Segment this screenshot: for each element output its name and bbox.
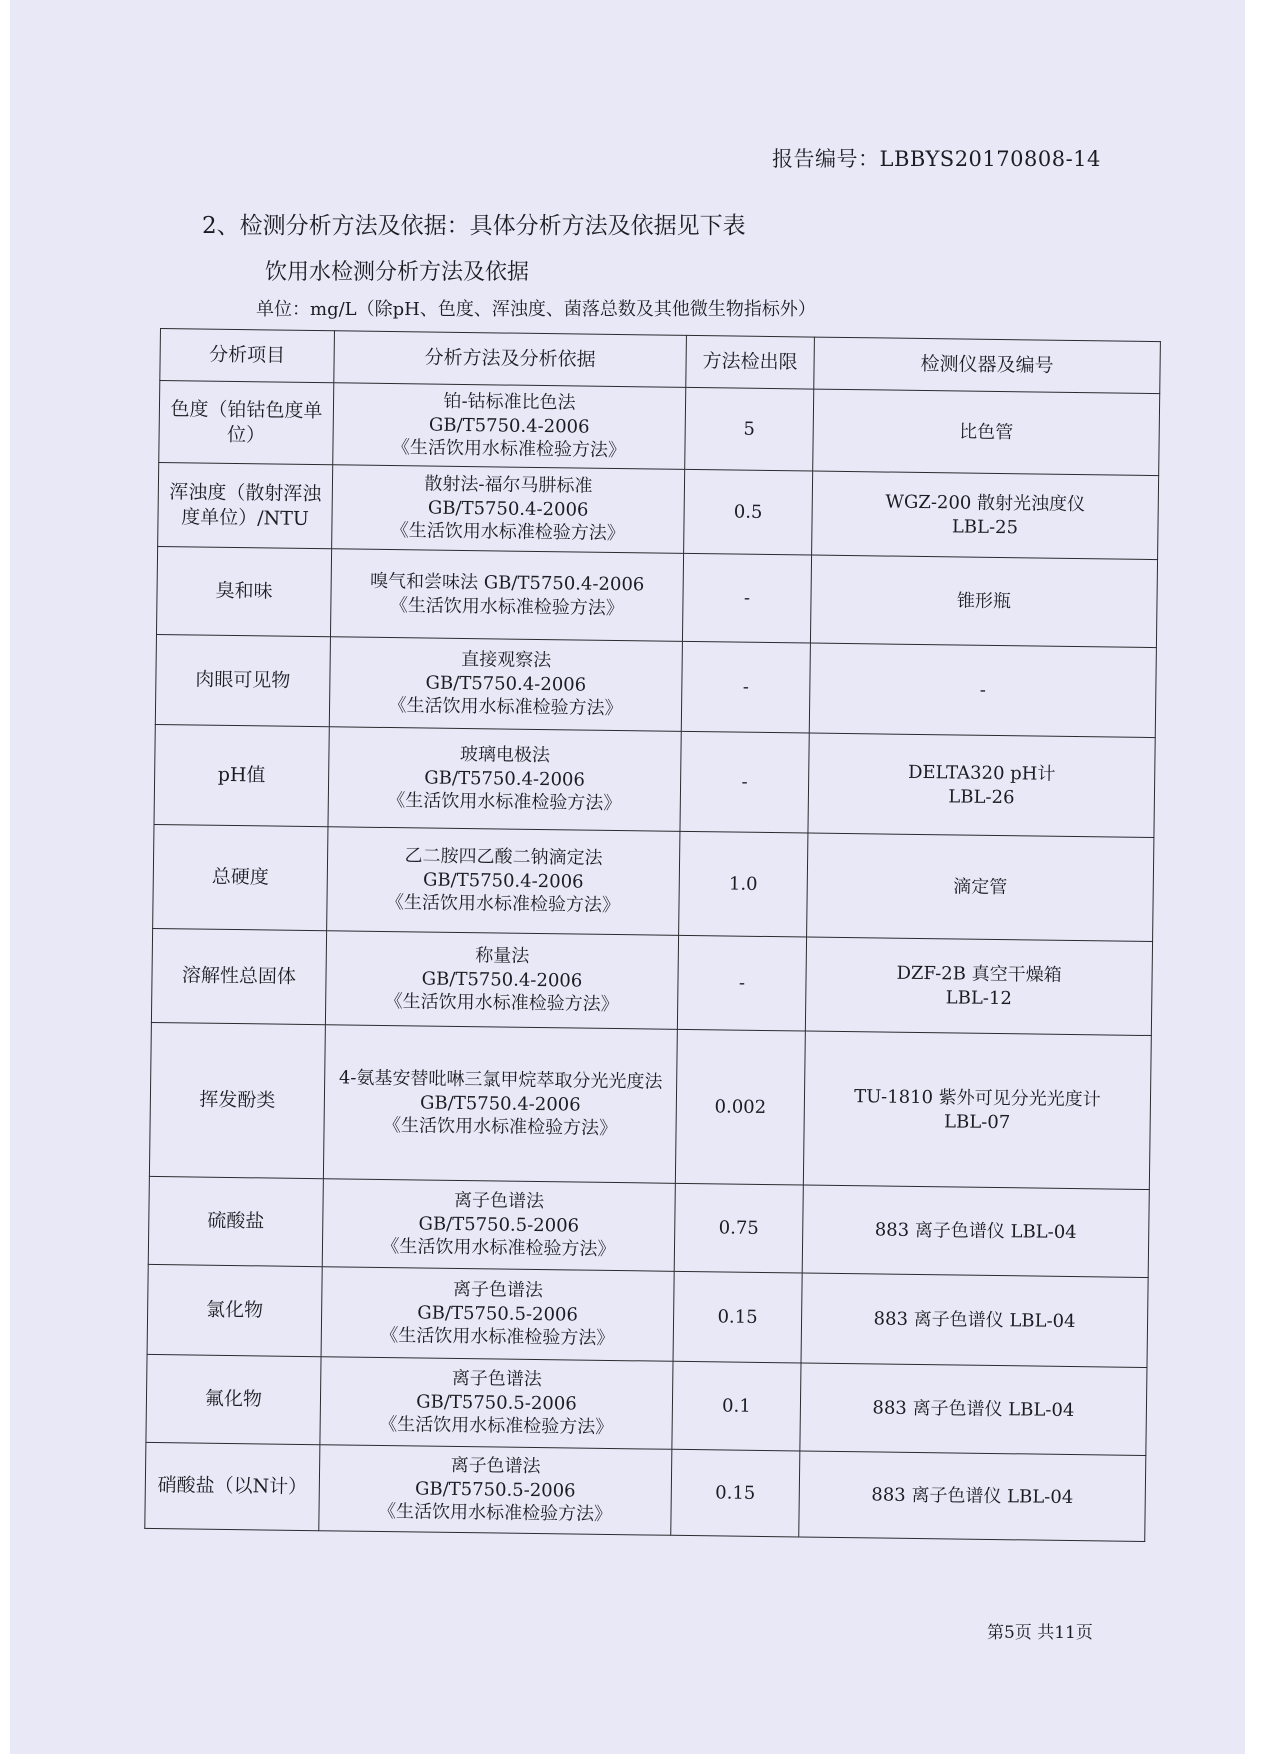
cell-limit: 0.75 [674,1183,803,1273]
instrument-line: 锥形瓶 [956,590,1012,612]
cell-item: 色度（铂钴色度单位） [159,381,334,465]
cell-limit: - [680,731,809,833]
instrument-line: 883 离子色谱仪 LBL-04 [874,1219,1077,1243]
cell-method [328,727,681,832]
method-line: GB/T5750.4-2006 [421,968,583,992]
method-line: GB/T5750.4-2006 [424,767,586,791]
method-line: 玻璃电极法 [459,744,551,767]
cell-limit: 0.5 [684,469,813,555]
cell-method [320,1357,673,1450]
table-title: 饮用水检测分析方法及依据 [265,260,530,285]
cell-item: pH值 [154,724,329,826]
method-line: 《生活饮用水标准检验方法》 [388,695,623,720]
cell-item: 总硬度 [153,824,328,930]
instrument-line: LBL-25 [951,515,1019,538]
method-line: GB/T5750.5-2006 [414,1478,576,1502]
cell-limit: 0.1 [672,1361,801,1451]
cell-item: 氯化物 [147,1264,322,1356]
cell-instrument [808,733,1155,838]
method-line: GB/T5750.5-2006 [416,1391,577,1415]
cell-method [329,637,682,732]
cell-instrument [812,471,1159,560]
method-line: GB/T5750.4-2006 [419,1092,581,1116]
header-method: 分析方法及分析依据 [334,331,687,388]
methods-table [144,328,1161,1542]
cell-item: 挥发酚类 [149,1022,325,1178]
cell-method [319,1445,672,1536]
table-row [151,928,1152,1035]
method-line: 《生活饮用水标准检验方法》 [390,520,625,545]
cell-item: 溶解性总固体 [151,928,326,1024]
header-instrument: 检测仪器及编号 [814,337,1161,394]
method-line: GB/T5750.4-2006 [422,869,584,893]
method-line: GB/T5750.4-2006 [428,414,590,438]
method-line: 离子色谱法 [450,1455,541,1478]
table-row [155,634,1156,737]
instrument-line: 883 离子色谱仪 LBL-04 [872,1397,1075,1421]
cell-item: 浑浊度（散射浑浊度单位）/NTU [158,462,333,548]
instrument-line: - [979,679,987,701]
cell-limit: 1.0 [679,831,808,937]
method-line: GB/T5750.5-2006 [418,1213,580,1237]
table-row [154,724,1155,837]
method-line: 《生活饮用水标准检验方法》 [382,1115,618,1140]
cell-method [330,549,683,642]
cell-instrument [813,389,1160,476]
instrument-line: LBL-07 [943,1110,1011,1133]
cell-limit: - [682,553,811,643]
method-line: GB/T5750.4-2006 [425,672,587,696]
cell-instrument [809,643,1156,738]
method-line: 散射法-福尔马肼标准 [424,473,593,498]
instrument-line: LBL-12 [945,986,1013,1009]
cell-method [325,931,678,1030]
unit-note: 单位：mg/L（除pH、色度、浑浊度、菌落总数及其他微生物指标外） [256,299,816,320]
method-line: 离子色谱法 [453,1190,545,1213]
report-number: 报告编号：LBBYS20170808-14 [772,147,1101,171]
instrument-line: TU-1810 紫外可见分光光度计 [854,1086,1101,1111]
cell-limit: 0.15 [671,1449,800,1537]
page-number: 第5页 共11页 [987,1623,1093,1643]
method-line: GB/T5750.4-2006 [427,497,589,521]
cell-method [332,465,685,554]
instrument-line: 比色管 [959,421,1014,443]
cell-item: 硫酸盐 [148,1176,323,1266]
cell-item: 肉眼可见物 [155,634,330,726]
method-line: 《生活饮用水标准检验方法》 [385,892,621,917]
method-line: 直接观察法 [461,649,552,672]
table-row [148,1176,1149,1277]
cell-instrument [807,833,1154,942]
method-line: 《生活饮用水标准检验方法》 [387,790,622,815]
table-row [159,381,1160,476]
table-row [158,462,1159,559]
instrument-line: 883 离子色谱仪 LBL-04 [873,1308,1076,1332]
method-line: 《生活饮用水标准检验方法》 [377,1501,613,1526]
cell-instrument [805,937,1152,1036]
method-line: 称量法 [475,945,530,968]
cell-method [327,827,680,936]
cell-instrument [799,1451,1146,1542]
method-line: 嗅气和尝味法 GB/T5750.4-2006 [369,570,645,596]
table-row [145,1442,1146,1541]
cell-method [322,1179,675,1272]
method-line: 4-氨基安替吡啉三氯甲烷萃取分光光度法 [338,1067,663,1094]
instrument-line: DELTA320 pH计 [907,761,1056,785]
table-row [156,546,1157,647]
cell-item: 硝酸盐（以N计） [145,1442,320,1530]
cell-limit: 0.002 [675,1029,805,1185]
cell-method [333,383,686,470]
instrument-line: 883 离子色谱仪 LBL-04 [871,1484,1074,1508]
method-line: 《生活饮用水标准检验方法》 [379,1414,614,1439]
cell-instrument [800,1363,1147,1456]
cell-instrument [810,555,1157,648]
method-line: 《生活饮用水标准检验方法》 [380,1325,615,1350]
method-line: 《生活饮用水标准检验方法》 [381,1236,616,1261]
cell-method [321,1267,674,1362]
cell-limit: - [681,641,810,733]
method-line: GB/T5750.5-2006 [417,1302,579,1326]
instrument-line: DZF-2B 真空干燥箱 [896,962,1062,986]
instrument-line: 滴定管 [953,876,1008,898]
table-row [153,824,1154,941]
cell-limit: 0.15 [673,1271,802,1363]
section-title: 2、检测分析方法及依据：具体分析方法及依据见下表 [202,213,746,239]
cell-item: 氟化物 [146,1354,321,1444]
cell-limit: - [677,935,806,1031]
cell-method [323,1025,677,1184]
method-line: 铂-钴标准比色法 [443,391,576,414]
instrument-line: WGZ-200 散射光浊度仪 [885,491,1086,516]
method-line: 《生活饮用水标准检验方法》 [391,437,627,462]
table-row [147,1264,1148,1367]
table-row [146,1354,1147,1455]
cell-item: 臭和味 [156,546,331,636]
instrument-line: LBL-26 [948,785,1015,808]
method-line: 离子色谱法 [452,1279,544,1302]
cell-instrument [802,1185,1149,1278]
cell-limit: 5 [685,387,814,471]
document-page [10,0,1245,1754]
cell-instrument [801,1273,1148,1368]
method-line: 乙二胺四乙酸二钠滴定法 [404,845,603,870]
method-line: 离子色谱法 [451,1368,542,1391]
header-item: 分析项目 [160,329,335,383]
cell-instrument [803,1031,1151,1190]
method-line: 《生活饮用水标准检验方法》 [384,991,619,1016]
table-row [149,1022,1151,1189]
method-line: 《生活饮用水标准检验方法》 [389,594,625,619]
header-limit: 方法检出限 [686,335,815,389]
